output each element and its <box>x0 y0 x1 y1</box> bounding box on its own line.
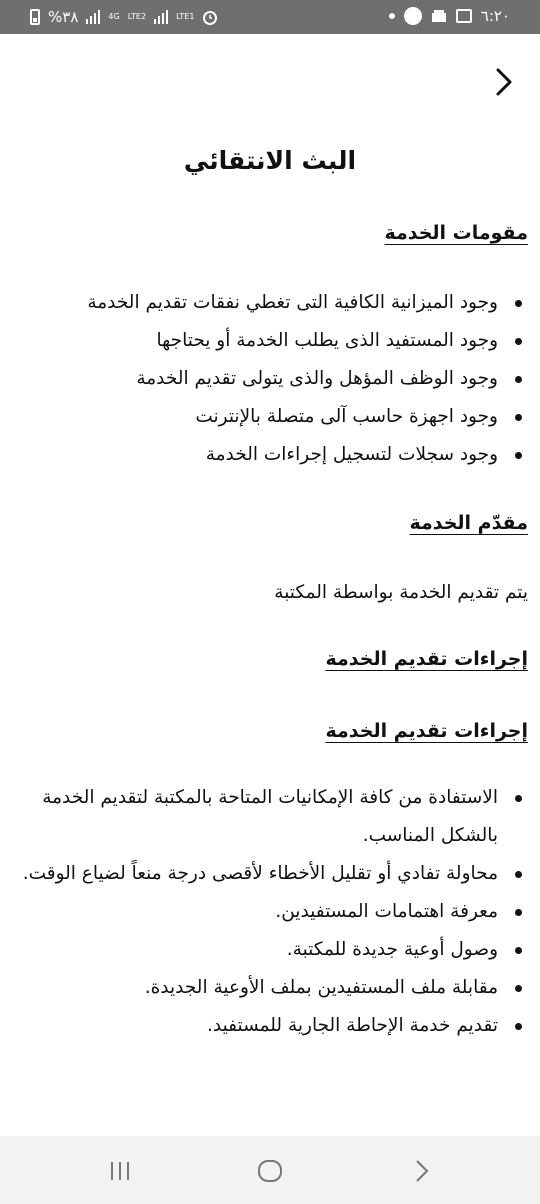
status-bar <box>0 0 540 34</box>
store-icon <box>431 9 447 23</box>
recents-button[interactable] <box>100 1156 140 1186</box>
list-item: وجود المستفيد الذى يطلب الخدمة أو يحتاجها <box>14 322 528 360</box>
back-button[interactable] <box>490 64 518 100</box>
nav-back-button[interactable] <box>402 1156 442 1186</box>
home-button[interactable] <box>250 1156 290 1186</box>
signal-icon <box>154 10 168 24</box>
home-icon <box>257 1159 283 1183</box>
list-item: تقديم خدمة الإحاطة الجارية للمستفيد. <box>14 1007 528 1045</box>
list-item: وجود سجلات لتسجيل إجراءات الخدمة <box>14 436 528 474</box>
list-item: معرفة اهتمامات المستفيدين. <box>14 893 528 931</box>
page-content <box>0 34 540 1136</box>
call-icon <box>404 7 422 25</box>
section-heading-components: مقومات الخدمة <box>384 222 528 244</box>
list-item: وجود الميزانية الكافية التى تغطي نفقات تقديم الخدمة <box>14 284 528 322</box>
list-item: وصول أوعية جديدة للمكتبة. <box>14 931 528 969</box>
components-list <box>14 284 528 474</box>
page-title: البث الانتقائي <box>183 146 357 175</box>
section-heading-procedures-1: إجراءات تقديم الخدمة <box>325 648 528 670</box>
notification-dot-icon <box>389 13 395 19</box>
clock: ٦:٢٠ <box>480 7 510 25</box>
procedures-list <box>14 779 528 1045</box>
list-item: محاولة تفادي أو تقليل الأخطاء لأقصى درجة منعاً لضياع الوقت. <box>14 855 528 893</box>
battery-icon <box>30 9 40 25</box>
battery-percent: %٣٨ <box>48 8 79 26</box>
network-type-1: 4G <box>108 12 120 21</box>
section-heading-provider: مقدّم الخدمة <box>409 512 528 534</box>
list-item: وجود اجهزة حاسب آلى متصلة بالإنترنت <box>14 398 528 436</box>
chevron-right-icon <box>414 1159 430 1183</box>
list-item: مقابلة ملف المستفيدين بملف الأوعية الجديدة. <box>14 969 528 1007</box>
network-type-2: LTE2 <box>127 12 147 21</box>
network-type-3: LTE1 <box>176 12 195 21</box>
recents-icon <box>108 1160 132 1182</box>
status-bar-left <box>30 8 218 26</box>
section-heading-procedures-2: إجراءات تقديم الخدمة <box>325 720 528 742</box>
navigation-bar <box>0 1136 540 1204</box>
status-bar-right <box>389 7 510 25</box>
provider-text: يتم تقديم الخدمة بواسطة المكتبة <box>274 582 528 603</box>
image-icon <box>456 9 472 23</box>
list-item: الاستفادة من كافة الإمكانيات المتاحة بالمكتبة لتقديم الخدمة بالشكل المناسب. <box>14 779 528 855</box>
signal-icon <box>86 10 100 24</box>
alarm-icon <box>202 9 218 25</box>
list-item: وجود الوظف المؤهل والذى يتولى تقديم الخدمة <box>14 360 528 398</box>
chevron-right-icon <box>494 67 514 97</box>
